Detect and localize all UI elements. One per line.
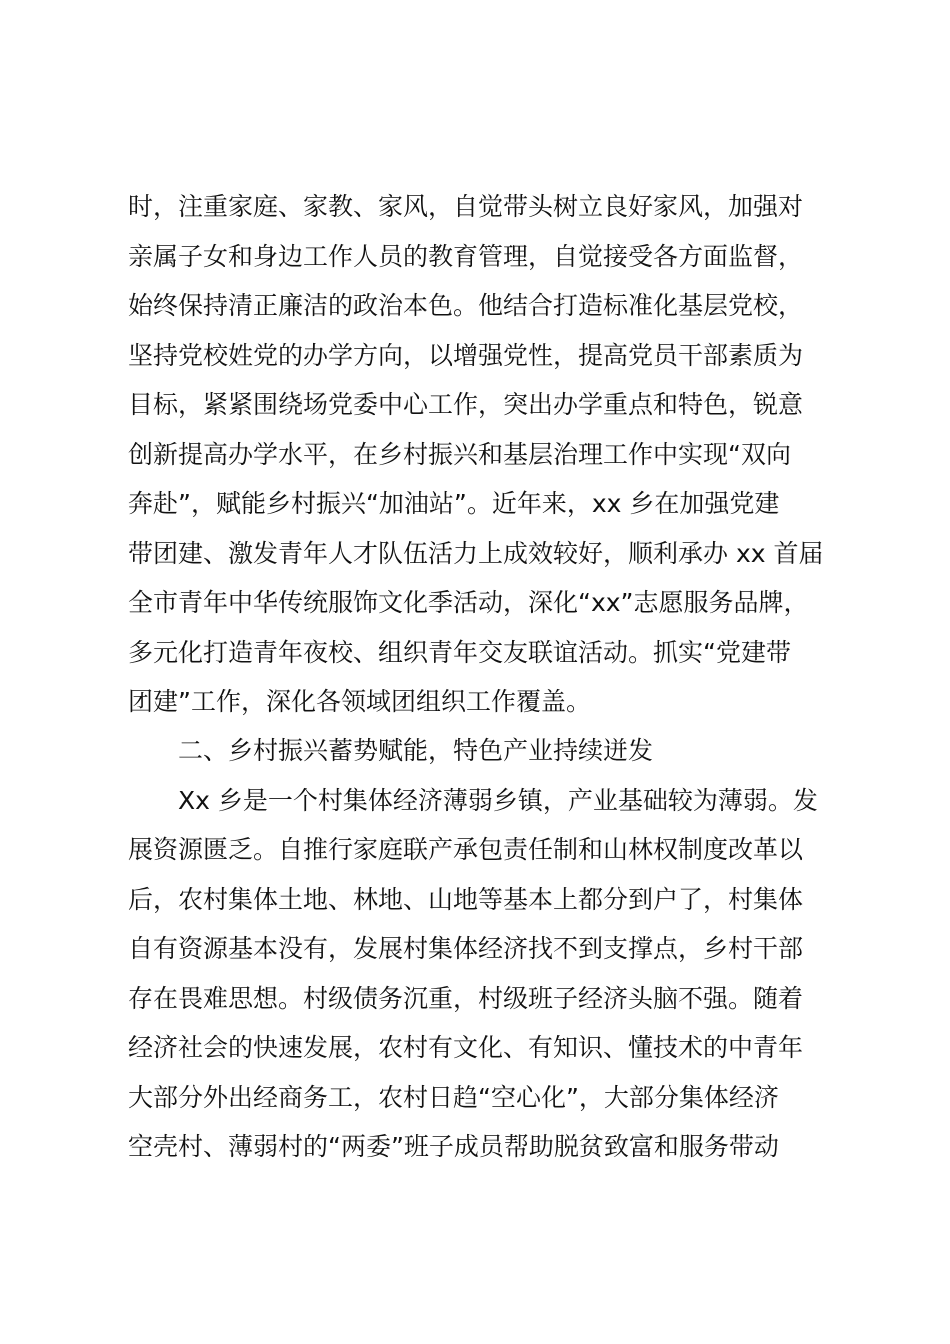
text-line: 经济社会的快速发展，农村有文化、有知识、懂技术的中青年 bbox=[128, 1033, 804, 1062]
text-line: 自有资源基本没有，发展村集体经济找不到支撑点，乡村干部 bbox=[128, 934, 804, 963]
text-line: 创新提高办学水平，在乡村振兴和基层治理工作中实现“双向 bbox=[128, 439, 791, 469]
text-line: 存在畏难思想。村级债务沉重，村级班子经济头脑不强。随着 bbox=[128, 983, 804, 1013]
text-line: 空壳村、薄弱村的“两委”班子成员帮助脱贫致富和服务带动 bbox=[128, 1132, 779, 1161]
text-line: 带团建、激发青年人才队伍活力上成效较好，顺利承办 xx 首届 bbox=[128, 538, 824, 568]
text-line: 后，农村集体土地、林地、山地等基本上都分到户了，村集体 bbox=[128, 884, 804, 914]
text-line: 多元化打造青年夜校、组织青年交友联谊活动。抓实“党建带 bbox=[128, 637, 791, 667]
section-heading: 二、乡村振兴蓄势赋能，特色产业持续迸发 bbox=[178, 736, 654, 765]
text-line: 全市青年中华传统服饰文化季活动，深化“xx”志愿服务品牌， bbox=[128, 588, 809, 617]
text-line: 亲属子女和身边工作人员的教育管理，自觉接受各方面监督， bbox=[128, 241, 804, 271]
text-line: 坚持党校姓党的办学方向，以增强党性，提高党员干部素质为 bbox=[128, 340, 804, 370]
text-line: 展资源匮乏。自推行家庭联产承包责任制和山林权制度改革以 bbox=[128, 835, 804, 864]
text-line: 时，注重家庭、家教、家风，自觉带头树立良好家风，加强对 bbox=[128, 192, 804, 221]
text-line: 大部分外出经商务工，农村日趋“空心化”，大部分集体经济 bbox=[128, 1082, 779, 1112]
text-line: 目标，紧紧围绕场党委中心工作，突出办学重点和特色，锐意 bbox=[128, 390, 804, 419]
text-line: 始终保持清正廉洁的政治本色。他结合打造标准化基层党校， bbox=[128, 291, 804, 320]
text-line: 团建”工作，深化各领域团组织工作覆盖。 bbox=[128, 687, 591, 716]
text-line: Xx 乡是一个村集体经济薄弱乡镇，产业基础较为薄弱。发 bbox=[178, 785, 818, 815]
section-body bbox=[128, 726, 848, 1172]
text-line: 奔赴”，赋能乡村振兴“加油站”。近年来，xx 乡在加强党建 bbox=[128, 489, 780, 518]
paragraph-continuation bbox=[128, 182, 848, 727]
